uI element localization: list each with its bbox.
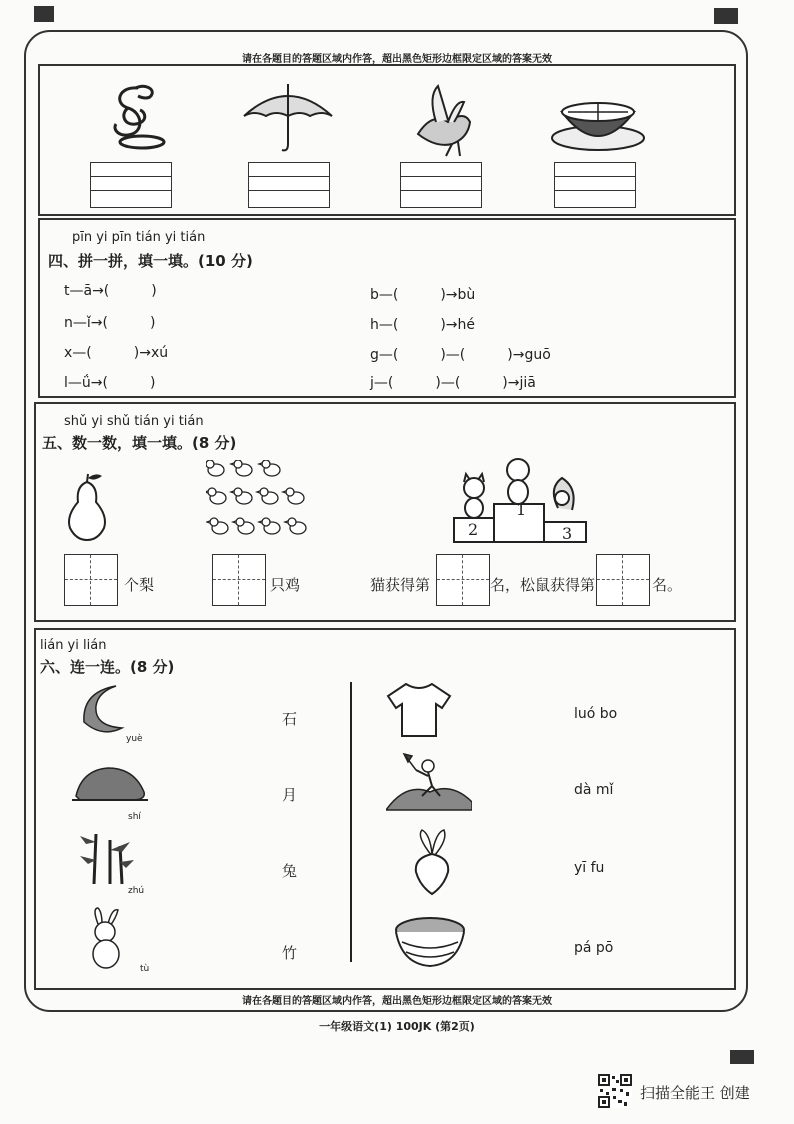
pinyin-item-left-4[interactable]: l—ǘ→( ) bbox=[64, 375, 156, 391]
squirrel-rank-prefix: 名，松鼠获得第 bbox=[490, 576, 596, 594]
pinyin-item-right-3[interactable]: g—( )—( )→guō bbox=[370, 347, 551, 363]
pinyin-item-right-2[interactable]: h—( )→hé bbox=[370, 317, 476, 333]
podium-label-1: 1 bbox=[516, 500, 527, 519]
section-4-pinyin: pīn yi pīn tián yi tián bbox=[72, 230, 206, 245]
pear-illustration bbox=[64, 472, 110, 542]
scanner-watermark: 扫描全能王 创建 bbox=[640, 1084, 750, 1102]
pear-unit-label: 个梨 bbox=[124, 576, 155, 594]
rabbit-illustration bbox=[82, 906, 132, 972]
section-4-title: 四、拼一拼，填一填。(10 分) bbox=[48, 252, 253, 270]
chicks-illustration bbox=[206, 460, 316, 550]
pinyin-luobo[interactable]: luó bo bbox=[574, 706, 618, 722]
bamboo-illustration bbox=[76, 830, 136, 886]
picture-answer-box bbox=[38, 64, 736, 216]
char-tu[interactable]: 兔 bbox=[282, 862, 298, 880]
shirt-illustration bbox=[384, 680, 454, 738]
umbrella-illustration bbox=[238, 80, 338, 156]
corner-mark-bottom-right bbox=[730, 1050, 754, 1064]
char-zhu[interactable]: 竹 bbox=[282, 944, 298, 962]
pinyin-dami[interactable]: dà mǐ bbox=[574, 782, 614, 798]
pear-count-box[interactable] bbox=[64, 554, 118, 606]
answer-lines-3[interactable] bbox=[400, 162, 482, 208]
watermelon-illustration bbox=[548, 90, 648, 154]
cat-rank-box[interactable] bbox=[436, 554, 490, 606]
rabbit-pinyin: tù bbox=[140, 964, 150, 974]
pinyin-item-left-2[interactable]: n—ǐ→( ) bbox=[64, 315, 156, 331]
footer-note: 请在各题目的答题区域内作答，超出黑色矩形边框限定区域的答案无效 bbox=[242, 996, 552, 1007]
section-6-title: 六、连一连。(8 分) bbox=[40, 658, 175, 676]
climbing-hill-illustration bbox=[386, 752, 472, 812]
chick-count-box[interactable] bbox=[212, 554, 266, 606]
divider-line bbox=[350, 682, 352, 962]
pinyin-item-left-3[interactable]: x—( )→xú bbox=[64, 345, 169, 361]
section-5-box bbox=[34, 402, 736, 622]
moon-pinyin: yuè bbox=[126, 734, 143, 744]
rank-suffix: 名。 bbox=[652, 576, 683, 594]
podium-label-2: 2 bbox=[468, 520, 479, 539]
pinyin-item-right-4[interactable]: j—( )—( )→jiā bbox=[370, 375, 536, 391]
section-5-pinyin: shǔ yi shǔ tián yi tián bbox=[64, 414, 204, 429]
corner-mark-top-right bbox=[714, 8, 738, 24]
snake-illustration bbox=[98, 74, 178, 154]
section-6-pinyin: lián yi lián bbox=[40, 638, 107, 653]
pinyin-yifu[interactable]: yī fu bbox=[574, 860, 605, 876]
answer-lines-2[interactable] bbox=[248, 162, 330, 208]
header-note: 请在各题目的答题区域内作答，超出黑色矩形边框限定区域的答案无效 bbox=[242, 54, 552, 65]
char-yue[interactable]: 月 bbox=[282, 786, 298, 804]
qr-code-icon bbox=[598, 1074, 632, 1108]
squirrel-rank-box[interactable] bbox=[596, 554, 650, 606]
char-shi[interactable]: 石 bbox=[282, 710, 298, 728]
radish-illustration bbox=[406, 826, 458, 896]
corner-mark-top-left bbox=[34, 6, 54, 22]
rice-bowl-illustration bbox=[392, 912, 468, 972]
bamboo-pinyin: zhú bbox=[128, 886, 145, 896]
stone-pinyin: shí bbox=[128, 812, 141, 822]
page-label: 一年级语文(1) 100JK (第2页) bbox=[319, 1020, 475, 1033]
pinyin-item-left-1[interactable]: t—ā→( ) bbox=[64, 283, 157, 299]
section-4-box bbox=[38, 218, 736, 398]
podium-label-3: 3 bbox=[562, 524, 573, 543]
section-5-title: 五、数一数，填一填。(8 分) bbox=[42, 434, 237, 452]
dove-illustration bbox=[408, 82, 480, 158]
cat-rank-prefix: 猫获得第 bbox=[370, 576, 431, 594]
moon-illustration bbox=[72, 682, 132, 738]
answer-lines-1[interactable] bbox=[90, 162, 172, 208]
pinyin-papo[interactable]: pá pō bbox=[574, 940, 614, 956]
chick-unit-label: 只鸡 bbox=[270, 576, 301, 594]
stone-illustration bbox=[72, 762, 148, 804]
pinyin-item-right-1[interactable]: b—( )→bù bbox=[370, 287, 476, 303]
section-6-box bbox=[34, 628, 736, 990]
answer-lines-4[interactable] bbox=[554, 162, 636, 208]
